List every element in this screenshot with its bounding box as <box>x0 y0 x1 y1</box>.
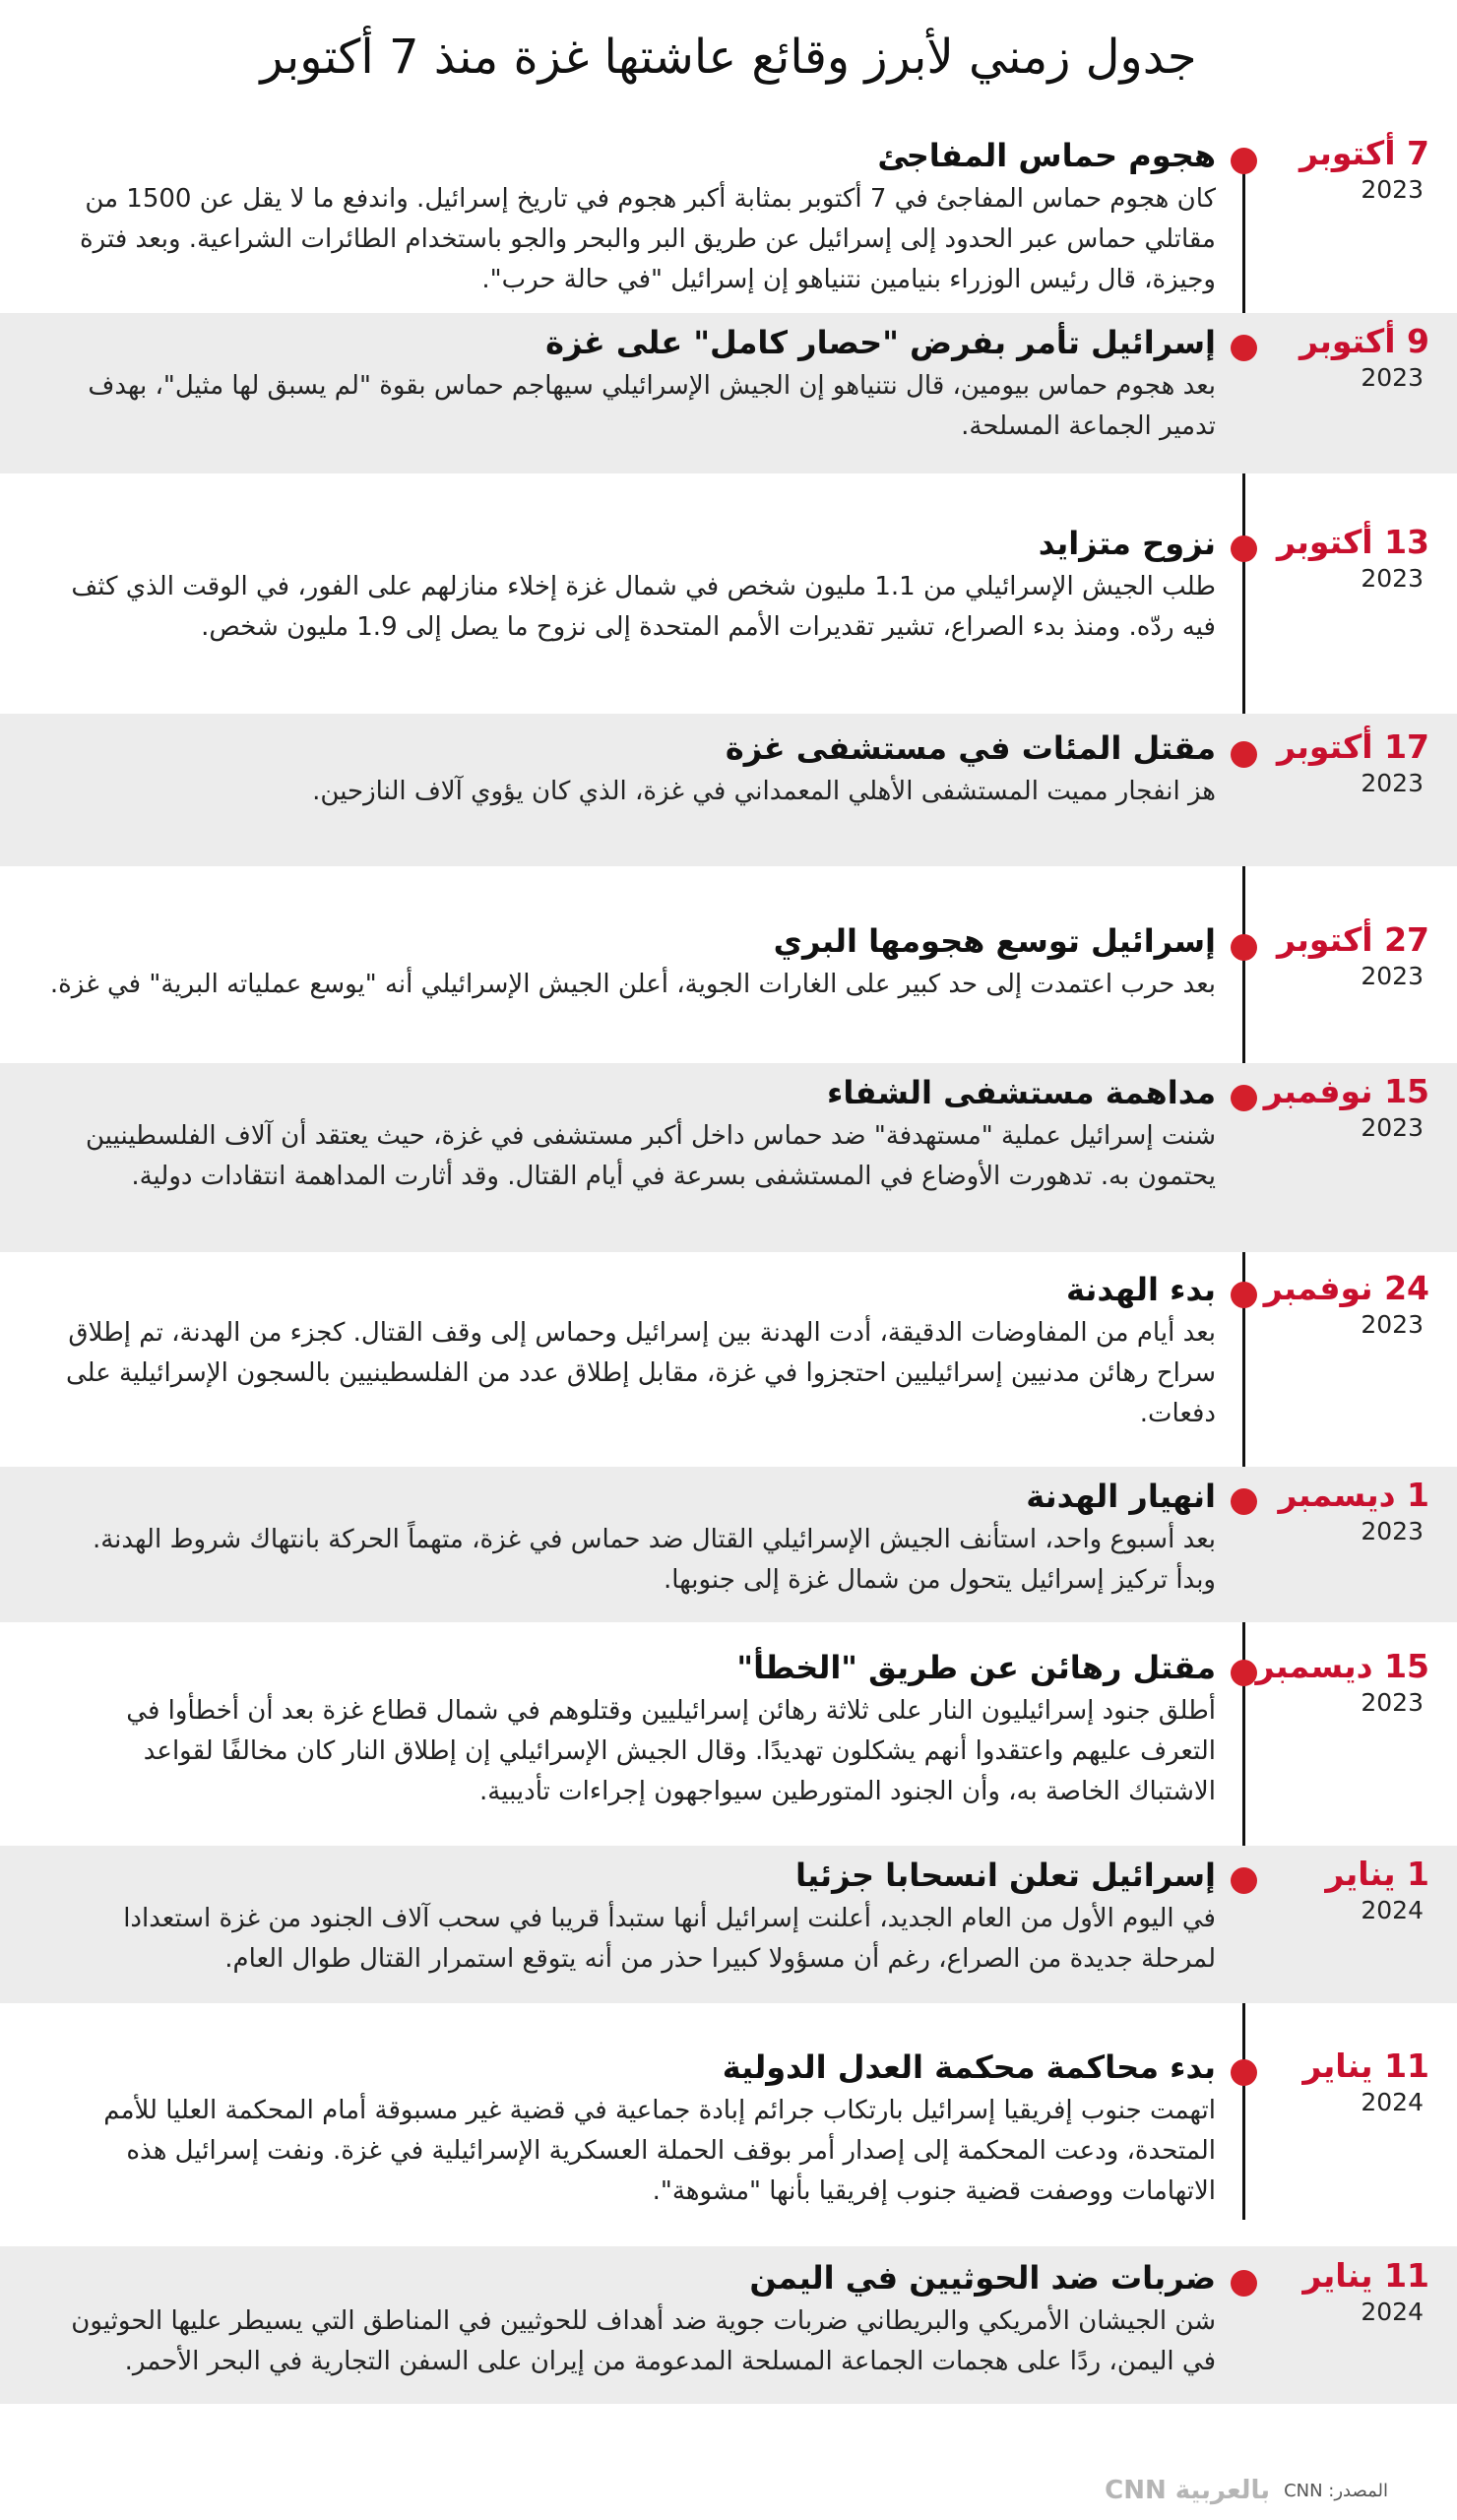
event-date-block <box>1252 1476 1429 1548</box>
event-date-block <box>1252 1269 1429 1342</box>
event-year: 2023 <box>1361 769 1424 797</box>
event-content <box>49 1648 1216 1812</box>
event-body: بعد حرب اعتمدت إلى حد كبير على الغارات الجوية، أعلن الجيش الإسرائيلي أنه "يوسع عملياته البرية" في غزة. <box>49 970 1216 999</box>
page-title: جدول زمني لأبرز وقائع عاشتها غزة منذ 7 أكتوبر <box>260 30 1197 85</box>
event-content <box>49 1073 1216 1197</box>
event-year: 2023 <box>1361 564 1424 593</box>
timeline-event <box>0 1638 1457 1835</box>
event-date-block <box>1252 920 1429 993</box>
timeline-event <box>0 313 1457 473</box>
event-date: 1 يناير <box>1325 1855 1429 1893</box>
event-date: 15 ديسمبر <box>1255 1647 1429 1685</box>
event-headline: نزوح متزايد <box>1038 525 1216 562</box>
event-headline: هجوم حماس المفاجئ <box>877 137 1216 174</box>
event-date-block <box>1252 1647 1429 1720</box>
event-headline: بدء الهدنة <box>1065 1271 1216 1308</box>
event-year: 2023 <box>1361 1517 1424 1545</box>
event-date: 1 ديسمبر <box>1278 1476 1429 1514</box>
event-body: شنت إسرائيل عملية "مستهدفة" ضد حماس داخل أكبر مستشفى في غزة، حيث يعتقد أن آلاف الفلسطينيين يحتمون به. تدهورت الأوضاع في المستشفى بسرعة في أيام القتال. وقد أثارت المداهمة انتقادات دولية. <box>86 1121 1216 1191</box>
event-body: بعد أسبوع واحد، استأنف الجيش الإسرائيلي القتال ضد حماس في غزة، متهماً الحركة بانتهاك شروط الهدنة. وبدأ تركيز إسرائيل يتحول من شمال غزة إلى جنوبها. <box>92 1525 1216 1595</box>
timeline-event <box>0 2246 1457 2404</box>
event-date: 13 أكتوبر <box>1276 523 1429 561</box>
event-year: 2023 <box>1361 175 1424 204</box>
timeline-event <box>0 1846 1457 2003</box>
event-headline: مقتل رهائن عن طريق "الخطأ" <box>736 1649 1216 1686</box>
event-year: 2023 <box>1361 363 1424 392</box>
event-date-block <box>1252 2047 1429 2119</box>
event-headline: إسرائيل تأمر بفرض "حصار كامل" على غزة <box>545 324 1216 361</box>
event-headline: ضربات ضد الحوثيين في اليمن <box>749 2259 1216 2297</box>
event-content <box>49 1270 1216 1434</box>
timeline-event <box>0 514 1457 671</box>
event-date: 15 نوفمبر <box>1263 1072 1429 1110</box>
event-content <box>49 728 1216 812</box>
event-year: 2023 <box>1361 962 1424 990</box>
event-body: في اليوم الأول من العام الجديد، أعلنت إسرائيل أنها ستبدأ قريبا في سحب آلاف الجنود من غزة استعدادا لمرحلة جديدة من الصراع، رغم أن مسؤولا كبيرا حذر من أنه يتوقع استمرار القتال طوال العام. <box>123 1904 1216 1974</box>
event-date: 17 أكتوبر <box>1276 727 1429 766</box>
event-date: 11 يناير <box>1302 2047 1429 2085</box>
event-headline: مقتل المئات في مستشفى غزة <box>725 729 1216 767</box>
event-date: 9 أكتوبر <box>1299 322 1429 360</box>
source-credit: المصدر: CNN <box>1284 2480 1388 2501</box>
event-date: 27 أكتوبر <box>1276 920 1429 959</box>
event-headline: مداهمة مستشفى الشفاء <box>827 1074 1216 1111</box>
event-year: 2023 <box>1361 1113 1424 1142</box>
event-year: 2024 <box>1361 1896 1424 1924</box>
event-year: 2024 <box>1361 2088 1424 2116</box>
event-date-block <box>1252 1072 1429 1145</box>
event-body: هز انفجار مميت المستشفى الأهلي المعمداني في غزة، الذي كان يؤوي آلاف النازحين. <box>312 777 1216 806</box>
event-content <box>49 2048 1216 2212</box>
event-body: شن الجيشان الأمريكي والبريطاني ضربات جوية ضد أهداف للحوثيين في المناطق التي يسيطر عليها الحوثيون في اليمن، ردًا على هجمات الجماعة المسلحة المدعومة من إيران على السفن التجارية في البحر الأحمر. <box>71 2306 1216 2376</box>
event-body: بعد هجوم حماس بيومين، قال نتنياهو إن الجيش الإسرائيلي سيهاجم حماس بقوة "لم يسبق لها مثيل"، بهدف تدمير الجماعة المسلحة. <box>88 371 1216 441</box>
event-content <box>49 1477 1216 1601</box>
event-year: 2024 <box>1361 2298 1424 2326</box>
event-content <box>49 524 1216 648</box>
event-body: بعد أيام من المفاوضات الدقيقة، أدت الهدنة بين إسرائيل وحماس إلى وقف القتال. كجزء من الهدنة، تم إطلاق سراح رهائن مدنيين إسرائيليين احتجزوا في غزة، مقابل إطلاق عدد من الفلسطينيين بالسجون الإسرائيلية على دفعات. <box>65 1318 1216 1428</box>
event-headline: بدء محاكمة محكمة العدل الدولية <box>722 2048 1216 2086</box>
timeline-event <box>0 128 1457 305</box>
event-content <box>49 2258 1216 2382</box>
event-headline: إسرائيل توسع هجومها البري <box>773 922 1216 960</box>
event-content <box>49 323 1216 447</box>
event-date-block <box>1252 727 1429 800</box>
timeline-event <box>0 1467 1457 1622</box>
event-headline: انهيار الهدنة <box>1026 1478 1216 1515</box>
event-date: 24 نوفمبر <box>1263 1269 1429 1307</box>
timeline-event <box>0 911 1457 1029</box>
event-content <box>49 136 1216 300</box>
event-date-block <box>1252 134 1429 207</box>
footer <box>1105 2471 1388 2510</box>
event-date-block <box>1252 2256 1429 2329</box>
event-year: 2023 <box>1361 1310 1424 1339</box>
event-date: 7 أكتوبر <box>1299 134 1429 172</box>
event-date-block <box>1252 523 1429 596</box>
event-headline: إسرائيل تعلن انسحابا جزئيا <box>794 1857 1216 1894</box>
event-content <box>49 1856 1216 1980</box>
event-body: أطلق جنود إسرائيليون النار على ثلاثة رهائن إسرائيليين وقتلوهم في شمال قطاع غزة بعد أن أخطأوا في التعرف عليهم واعتقدوا أنهم يشكلون تهديدًا. وقال الجيش الإسرائيلي إن إطلاق النار كان مخالفًا لقواعد الاشتباك الخاصة به، وأن الجنود المتورطين سيواجهون إجراءات تأديبية. <box>126 1696 1216 1806</box>
event-date: 11 يناير <box>1302 2256 1429 2295</box>
timeline-event <box>0 2038 1457 2235</box>
event-content <box>49 921 1216 1005</box>
event-body: اتهمت جنوب إفريقيا إسرائيل بارتكاب جرائم إبادة جماعية في قضية غير مسبوقة أمام المحكمة العليا للأمم المتحدة، ودعت المحكمة إلى إصدار أمر بوقف الحملة العسكرية الإسرائيلية في غزة. ونفت إسرائيل هذه الاتهامات ووصفت قضية جنوب إفريقيا بأنها "مشوهة". <box>103 2096 1216 2206</box>
cnn-arabic-logo: بالعربية CNN <box>1105 2476 1271 2505</box>
event-year: 2023 <box>1361 1688 1424 1717</box>
event-body: طلب الجيش الإسرائيلي من 1.1 مليون شخص في شمال غزة إخلاء منازلهم على الفور، في الوقت الذي كثف فيه ردّه. ومنذ بدء الصراع، تشير تقديرات الأمم المتحدة إلى نزوح ما يصل إلى 1.9 مليون شخص. <box>71 572 1216 642</box>
timeline-event <box>0 714 1457 866</box>
timeline-event <box>0 1260 1457 1457</box>
event-date-block <box>1252 1855 1429 1927</box>
event-body: كان هجوم حماس المفاجئ في 7 أكتوبر بمثابة أكبر هجوم في تاريخ إسرائيل. واندفع ما لا يقل عن 1500 من مقاتلي حماس عبر الحدود إلى إسرائيل عن طريق البر والبحر والجو باستخدام الطائرات الشراعية. وبعد فترة وجيزة، قال رئيس الوزراء بنيامين نتنياهو إن إسرائيل "في حالة حرب". <box>80 184 1216 294</box>
event-date-block <box>1252 322 1429 395</box>
timeline-event <box>0 1063 1457 1252</box>
